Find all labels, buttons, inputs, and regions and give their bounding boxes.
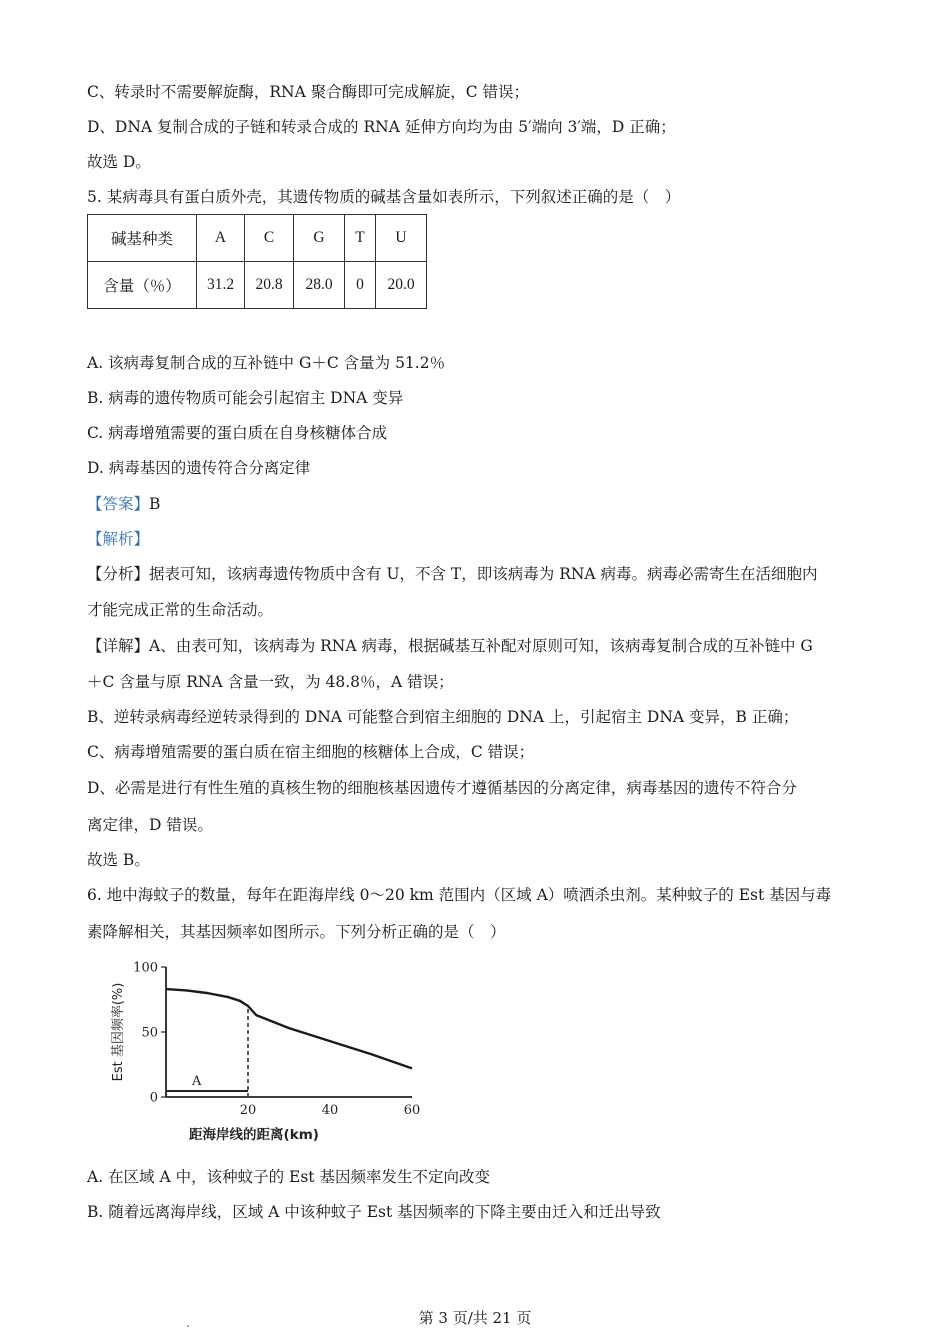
table-header-row — [88, 215, 427, 262]
question-6-stem: 6. 地中海蚊子的数量，每年在距海岸线 0～20 km 范围内（区域 A）喷洒杀虫剂。某种蚊子的 Est 基因与毒 — [87, 886, 832, 904]
decorative-dot — [187, 1325, 189, 1327]
answer-line — [87, 494, 160, 514]
answer-value: B — [149, 495, 161, 513]
y-tick-label: 0 — [149, 1090, 158, 1106]
option-c: C. 病毒增殖需要的蛋白质在自身核糖体合成 — [87, 424, 388, 442]
x-axis-label: 距海岸线的距离(km) — [189, 1127, 319, 1143]
paragraph-line: 故选 D。 — [87, 153, 151, 171]
table-cell: 20.0 — [376, 262, 427, 309]
region-a-label: A — [192, 1074, 202, 1089]
xiangjie-line: C、病毒增殖需要的蛋白质在宿主细胞的核糖体上合成，C 错误； — [87, 743, 535, 761]
table-cell: T — [345, 215, 376, 262]
x-tick-label: 60 — [403, 1103, 421, 1118]
table-cell: 0 — [345, 262, 376, 309]
table-cell: G — [294, 215, 345, 262]
table-cell: U — [376, 215, 427, 262]
question-5-stem: 5. 某病毒具有蛋白质外壳，其遗传物质的碱基含量如表所示，下列叙述正确的是（ ） — [87, 188, 681, 206]
table-cell: 含量（％） — [88, 262, 197, 309]
analysis-tag: 【解析】 — [87, 530, 150, 548]
option-b: B. 随着远离海岸线，区域 A 中该种蚊子 Est 基因频率的下降主要由迁入和迁出导致 — [87, 1203, 661, 1221]
y-tick-label: 100 — [133, 960, 158, 976]
fenxi-line: 才能完成正常的生命活动。 — [87, 601, 274, 619]
y-axis-label: Est 基因频率(%) — [111, 982, 126, 1082]
option-a: A. 在区域 A 中，该种蚊子的 Est 基因频率发生不定向改变 — [87, 1168, 490, 1186]
y-tick-label: 50 — [141, 1025, 158, 1041]
xiangjie-line — [87, 636, 813, 656]
table-cell: 20.8 — [245, 262, 294, 309]
base-content-table — [87, 214, 427, 309]
series-line — [166, 989, 412, 1068]
answer-tag: 【答案】 — [87, 495, 150, 513]
fenxi-tag: 【分析】 — [87, 565, 150, 583]
table-row — [88, 262, 427, 309]
table-cell: 碱基种类 — [88, 215, 197, 262]
x-tick-label: 40 — [321, 1103, 339, 1118]
table-cell: C — [245, 215, 294, 262]
page-footer: 第 3 页/共 21 页 — [418, 1309, 532, 1327]
xiangjie-line: D、必需是进行有性生殖的真核生物的细胞核基因遗传才遵循基因的分离定律，病毒基因的遗传不符合分 — [87, 779, 797, 797]
question-6-stem: 素降解相关，其基因频率如图所示。下列分析正确的是（ ） — [87, 923, 506, 941]
xiangjie-line: 离定律，D 错误。 — [87, 816, 213, 834]
paragraph-line: C、转录时不需要解旋酶，RNA 聚合酶即可完成解旋，C 错误； — [87, 83, 530, 101]
table-cell: 31.2 — [197, 262, 245, 309]
table-cell: A — [197, 215, 245, 262]
xiangjie-line: ＋C 含量与原 RNA 含量一致，为 48.8％，A 错误； — [87, 673, 454, 691]
xiangjie-line: 故选 B。 — [87, 851, 150, 869]
fenxi-line — [87, 564, 818, 584]
option-a: A. 该病毒复制合成的互补链中 G＋C 含量为 51.2％ — [87, 354, 446, 372]
option-d: D. 病毒基因的遗传符合分离定律 — [87, 459, 311, 477]
paragraph-line: D、DNA 复制合成的子链和转录合成的 RNA 延伸方向均为由 5′端向 3′端，D 正确； — [87, 118, 676, 136]
option-b: B. 病毒的遗传物质可能会引起宿主 DNA 变异 — [87, 389, 404, 407]
xiangjie-text: A、由表可知，该病毒为 RNA 病毒，根据碱基互补配对原则可知，该病毒复制合成的互补链中 G — [149, 637, 813, 655]
table-cell: 28.0 — [294, 262, 345, 309]
est-gene-frequency-chart — [100, 955, 440, 1150]
xiangjie-line: B、逆转录病毒经逆转录得到的 DNA 可能整合到宿主细胞的 DNA 上，引起宿主 DNA 变异，B 正确； — [87, 708, 799, 726]
x-tick-label: 20 — [239, 1103, 257, 1118]
xiangjie-tag: 【详解】 — [87, 637, 150, 655]
fenxi-text: 据表可知，该病毒遗传物质中含有 U，不含 T，即该病毒为 RNA 病毒。病毒必需寄生在活细胞内 — [149, 565, 818, 583]
